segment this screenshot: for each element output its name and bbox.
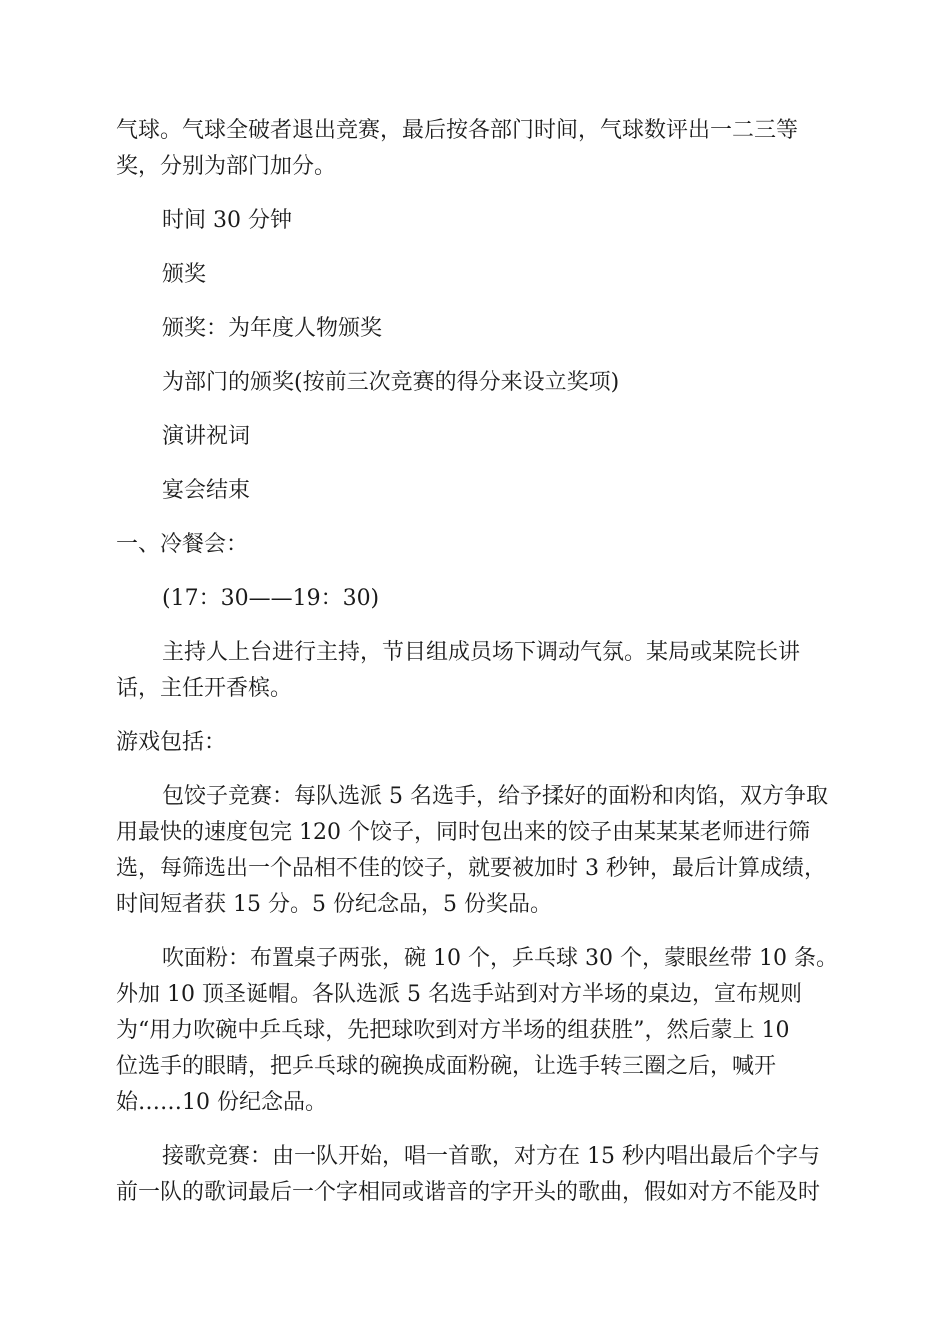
paragraph-dumpling-contest: [116, 779, 836, 923]
document-body: [116, 113, 836, 1211]
text-line: 前一队的歌词最后一个字相同或谐音的字开头的歌曲，假如对方不能及时: [116, 1180, 821, 1205]
text-line: 时间短者获 15 分。5 份纪念品，5 份奖品。: [116, 892, 552, 917]
text-line: 话，主任开香槟。: [116, 676, 293, 701]
text-line: 主持人上台进行主持，节目组成员场下调动气氛。某局或某院长讲: [162, 640, 801, 665]
paragraph-host: [116, 635, 836, 707]
text-line: 始……10 份纪念品。: [116, 1090, 327, 1115]
paragraph-department-award: 为部门的颁奖(按前三次竞赛的得分来设立奖项): [162, 370, 620, 395]
paragraph-song-relay: [116, 1139, 836, 1211]
text-line: 吹面粉：布置桌子两张，碗 10 个，乒乓球 30 个，蒙眼丝带 10 条。: [162, 946, 838, 971]
text-line: 包饺子竞赛：每队选派 5 名选手，给予揉好的面粉和肉馅，双方争取: [162, 784, 828, 809]
paragraph-banquet-end: 宴会结束: [162, 478, 251, 503]
text-line: 气球。气球全破者退出竞赛，最后按各部门时间，气球数评出一二三等: [116, 118, 799, 143]
paragraph-award-heading: 颁奖: [162, 262, 207, 287]
paragraph-annual-award: 颁奖：为年度人物颁奖: [162, 316, 383, 341]
text-line: 为“用力吹碗中乒乓球，先把球吹到对方半场的组获胜”，然后蒙上 10: [116, 1018, 790, 1043]
paragraph-speech: 演讲祝词: [162, 424, 251, 449]
text-line: 奖，分别为部门加分。: [116, 154, 337, 179]
paragraph-games-heading: 游戏包括：: [116, 730, 227, 755]
paragraph-time-range: (17：30——19：30): [162, 586, 380, 611]
text-line: 位选手的眼睛，把乒乓球的碗换成面粉碗，让选手转三圈之后，喊开: [116, 1054, 777, 1079]
text-line: 用最快的速度包完 120 个饺子，同时包出来的饺子由某某某老师进行筛: [116, 820, 810, 845]
text-line: 接歌竞赛：由一队开始，唱一首歌，对方在 15 秒内唱出最后个字与: [162, 1144, 820, 1169]
text-line: 选，每筛选出一个品相不佳的饺子，就要被加时 3 秒钟，最后计算成绩，: [116, 856, 826, 881]
paragraph-flour-blowing: [116, 941, 836, 1121]
text-line: 外加 10 顶圣诞帽。各队选派 5 名选手站到对方半场的桌边，宣布规则: [116, 982, 802, 1007]
section-heading-buffet: 一、冷餐会：: [116, 532, 249, 557]
paragraph-balloon-rules: [116, 113, 836, 185]
paragraph-duration: 时间 30 分钟: [162, 208, 292, 233]
